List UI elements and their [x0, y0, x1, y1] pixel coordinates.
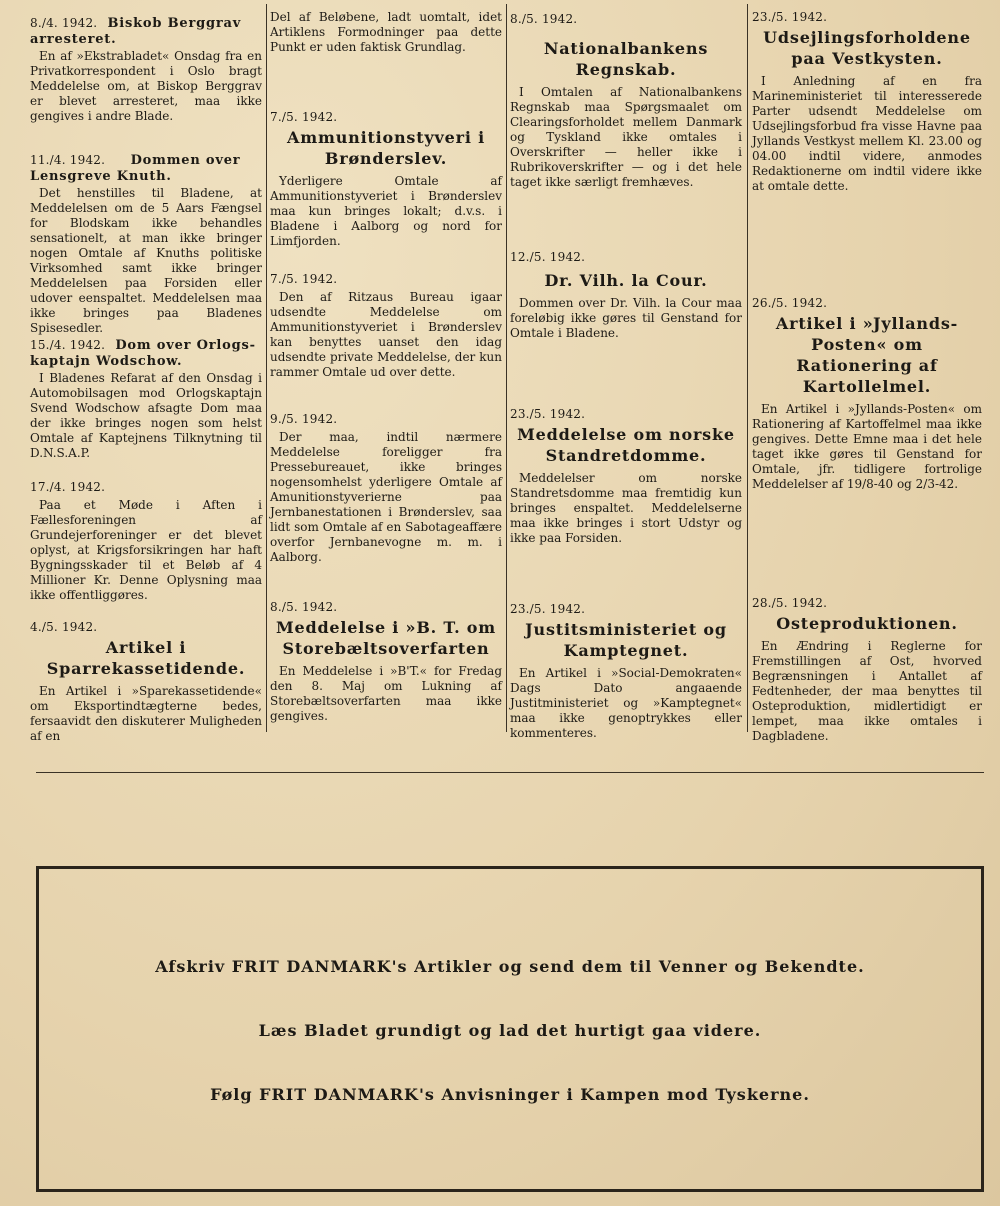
article-body: En Artikel i »Sparekassetidende« om Eksportindtægterne bedes, fersaavidt den diskuterer Muligheden af en [30, 684, 262, 743]
article-vestkysten [752, 10, 982, 194]
article-date: 8./5. 1942. [270, 600, 338, 614]
column-rule [266, 4, 267, 732]
article-date: 23./5. 1942. [752, 10, 828, 24]
article-storebaelt [270, 600, 502, 724]
article-body: Meddelelser om norske Standretsdomme maa fremtidig kun bringes enspaltet. Meddelelserne maa ikke bringes i stort Udstyr og ikke paa Forsiden. [510, 471, 742, 545]
article-headline-line2: Lensgreve Knuth. [30, 169, 172, 184]
article-body: Del af Beløbene, ladt uomtalt, idet Artiklens Formodninger paa dette Punkt er uden faktisk Grundlag. [270, 10, 502, 54]
article-nationalbanken [510, 12, 742, 190]
article-body: En Artikel i »Social-Demokraten« Dags Dato angaaende Justitministeriet og »Kamptegnet« maa ikke genoptrykkes eller kommenteres. [510, 666, 742, 740]
column-1 [30, 0, 262, 743]
article-headline: Dom over Orlogs- [115, 338, 256, 353]
article-body: En Ændring i Reglerne for Fremstillingen af Ost, hvorved Begrænsningen i Antallet af Fedtenheder, der maa benyttes til Osteproduktion, midlertidigt er lempet, maa ikke omtales i Dagbladene. [752, 639, 982, 743]
article-body: Paa et Møde i Aften i Fællesforeningen af Grundejerforeninger er det blevet oplyst, at Krigsforsikringen har haft Bygningsskader til et Beløb af 4 Millioner Kr. Denne Oplysning maa ikke offentliggøres. [30, 498, 262, 602]
column-2 [270, 0, 502, 730]
article-body: Dommen over Dr. Vilh. la Cour maa foreløbig ikke gøres til Genstand for Omtale i Bladene. [510, 296, 742, 340]
article-wodschow [30, 334, 262, 461]
article-headline: Artikel i »Jyllands-Posten« om Rationering af Kartollelmel. [775, 314, 959, 396]
article-date: 11./4. 1942. [30, 153, 106, 167]
article-headline-line2: arresteret. [30, 32, 117, 47]
article-headline: Udsejlingsforholdene paa Vestkysten. [763, 28, 971, 68]
notice-line-3: Følg FRIT DANMARK's Anvisninger i Kampen mod Tyskerne. [210, 1085, 810, 1104]
article-date: 7./5. 1942. [270, 272, 338, 286]
article-headline: Dr. Vilh. la Cour. [544, 271, 708, 290]
article-sparekasse [30, 620, 262, 744]
notice-box [36, 866, 984, 1192]
article-headline: Justitsministeriet og Kamptegnet. [525, 620, 727, 660]
article-date: 9./5. 1942. [270, 412, 338, 426]
article-date: 4./5. 1942. [30, 620, 98, 634]
column-rule [747, 4, 748, 732]
section-divider [36, 772, 984, 773]
article-body: I Omtalen af Nationalbankens Regnskab maa Spørgsmaalet om Clearingsforholdet mellem Danmark og Tyskland ikke omtales i Overskrifter — heller ikke i Rubrikoverskrifter — og i det hele taget ikke særligt fremhæves. [510, 85, 742, 189]
article-date: 28./5. 1942. [752, 596, 828, 610]
article-headline: Artikel i Sparrekassetidende. [46, 638, 246, 678]
notice-line-2: Læs Bladet grundigt og lad det hurtigt gaa videre. [258, 1021, 762, 1040]
article-standretsdomme [510, 407, 742, 546]
article-ritzau [270, 272, 502, 380]
article-ammunition [270, 110, 502, 249]
article-body: I Anledning af en fra Marineministeriet til interesserede Parter udsendt Meddelelse om Udsejlingsforbud fra visse Havne paa Jyllands Vestkyst mellem Kl. 23.00 og 04.00 indtil videre, anmodes Redaktionerne om indtil videre ikke at omtale dette. [752, 74, 982, 193]
article-date: 23./5. 1942. [510, 407, 586, 421]
article-krigsforsikring [30, 480, 262, 603]
article-body: I Bladenes Refarat af den Onsdag i Automobilsagen mod Orlogskaptajn Svend Wodschow afsagte Dom maa der ikke bringes nogen som helst Omtale af Kaptejnens Tilknytning til D.N.S.A.P. [30, 371, 262, 460]
article-body: Der maa, indtil nærmere Meddelelse foreligger fra Pressebureauet, ikke bringes nogensomhelst yderligere Omtale af Amunitionstyverierne paa Jernbanestationen i Brønderslev, saa lidt som Omtale af en Sabotageaffære overfor Jernbanevogne m. m. i Aalborg. [270, 430, 502, 564]
article-continuation [270, 10, 502, 55]
article-date: 8./4. 1942. [30, 16, 98, 30]
article-body: Det henstilles til Bladene, at Meddelelsen om de 5 Aars Fængsel for Blodskam ikke behandles sensationelt, at man ikke bringer nogen Omtale af Knuths politiske Virksomhed samt ikke bringer Meddelelsen paa Forsiden eller udover eenspaltet. Meddelelsen maa ikke bringes paa Bladenes Spisesedler. [30, 186, 262, 335]
article-kartoffelmel [752, 296, 982, 492]
article-body: En Artikel i »Jyllands-Posten« om Rationering af Kartoffelmel maa ikke gengives. Dette Emne maa i det hele taget ikke gøres til Genstand for Omtale, jfr. tidligere fortrolige Meddelelser af 19/8-40 og 2/3-42. [752, 402, 982, 491]
article-headline: Dommen over [130, 153, 241, 168]
article-date: 12./5. 1942. [510, 250, 586, 264]
article-date: 7./5. 1942. [270, 110, 338, 124]
article-la-cour [510, 250, 742, 341]
article-headline-line2: kaptajn Wodschow. [30, 354, 183, 369]
article-date: 8./5. 1942. [510, 12, 578, 26]
notice-line-1: Afskriv FRIT DANMARK's Artikler og send dem til Venner og Bekendte. [155, 957, 865, 976]
article-sabotage [270, 412, 502, 565]
article-osteproduktion [752, 596, 982, 744]
article-knuth [30, 149, 262, 336]
article-kamptegnet [510, 602, 742, 741]
article-berggrav [30, 12, 262, 124]
article-body: En af »Ekstrabladet« Onsdag fra en Privatkorrespondent i Oslo bragt Meddelelse om, at Biskop Berggrav er blevet arresteret, maa ikke gengives i andre Blade. [30, 49, 262, 123]
article-headline: Ammunitionstyveri i Brønderslev. [287, 128, 485, 168]
column-rule [506, 4, 507, 732]
article-date: 15./4. 1942. [30, 338, 106, 352]
article-headline: Meddelelse i »B. T. om Storebæltsoverfarten [275, 618, 497, 658]
article-headline: Biskob Berggrav [107, 16, 242, 31]
article-headline: Nationalbankens Regnskab. [543, 39, 709, 79]
column-3 [510, 0, 742, 740]
article-date: 17./4. 1942. [30, 480, 106, 494]
article-date: 23./5. 1942. [510, 602, 586, 616]
article-body: Yderligere Omtale af Ammunitionstyveriet i Brønderslev maa kun bringes lokalt; d.v.s. i Bladene i Aalborg og nord for Limfjorden. [270, 174, 502, 248]
column-4 [752, 0, 982, 743]
article-body: En Meddelelse i »B'T.« for Fredag den 8. Maj om Lukning af Storebæltsoverfarten maa ikke gengives. [270, 664, 502, 723]
article-date: 26./5. 1942. [752, 296, 828, 310]
article-headline: Meddelelse om norske Standretdomme. [517, 425, 735, 465]
article-body: Den af Ritzaus Bureau igaar udsendte Meddelelse om Ammunitionstyveriet i Brønderslev kan benyttes uanset den idag udsendte private Meddelelse, der kun rammer Omtale ud over dette. [270, 290, 502, 379]
article-headline: Osteproduktionen. [776, 614, 958, 633]
